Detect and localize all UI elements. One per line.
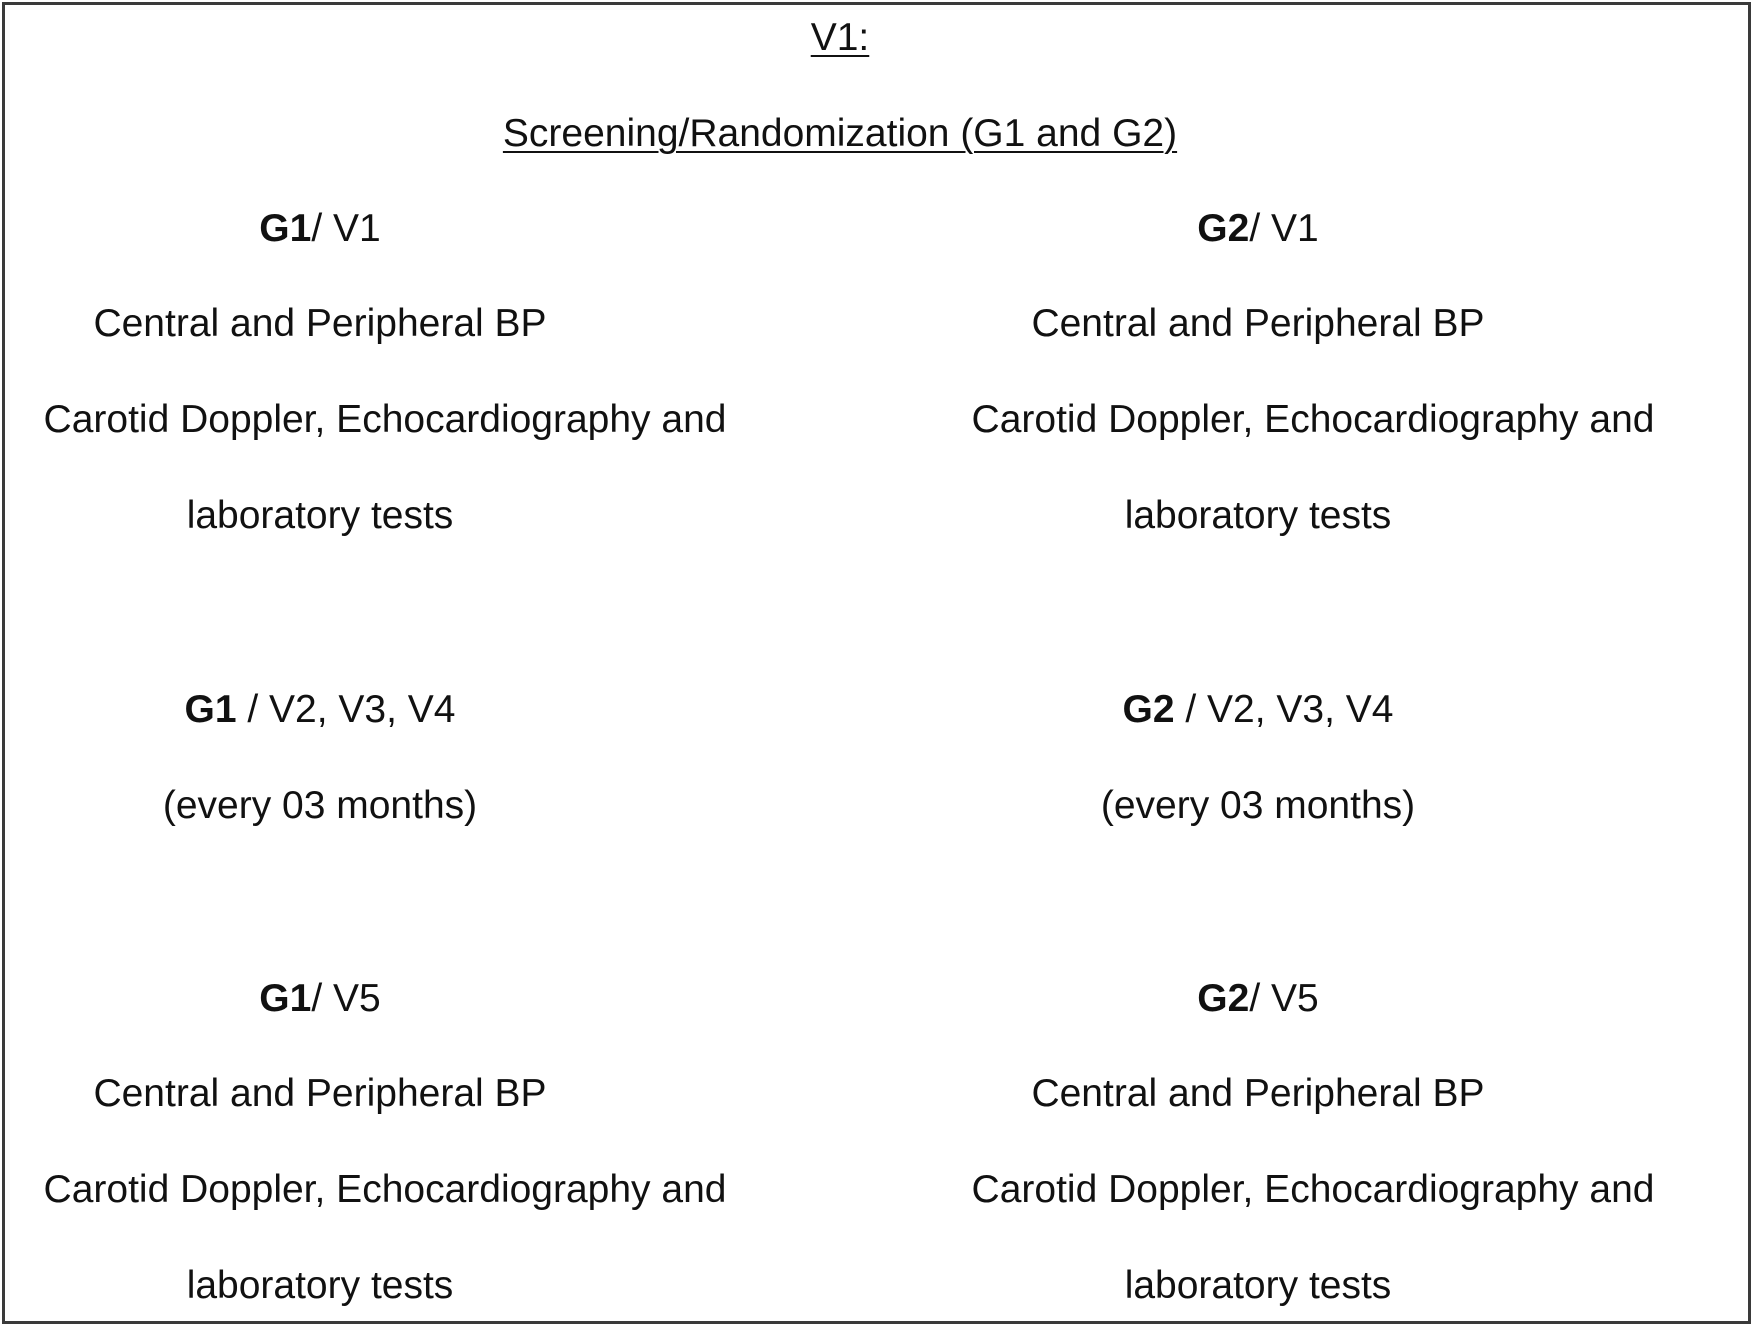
g2-v234-line1: (every 03 months)	[1100, 784, 1416, 827]
g2-v5-heading	[938, 975, 1578, 1023]
g1-v1-line1: Central and Peripheral BP	[93, 302, 547, 345]
g2-v1-line1: Central and Peripheral BP	[1031, 302, 1485, 345]
diagram-title: V1:	[810, 16, 870, 59]
g1-v1-heading	[0, 205, 640, 253]
diagram-subtitle: Screening/Randomization (G1 and G2)	[502, 112, 1178, 155]
g1-v5-heading	[0, 975, 640, 1023]
visit-label: / V2, V3, V4	[1174, 688, 1394, 731]
visit-label: / V5	[311, 977, 381, 1020]
g2-v5-line1: Central and Peripheral BP	[1031, 1072, 1485, 1115]
visit-label: / V2, V3, V4	[236, 688, 456, 731]
visit-label: / V1	[311, 207, 381, 250]
group-label: G1	[184, 688, 237, 731]
group-label: G1	[259, 977, 312, 1020]
visit-label: / V5	[1249, 977, 1319, 1020]
group-label: G2	[1197, 207, 1250, 250]
group-label: G1	[259, 207, 312, 250]
diagram-frame	[2, 2, 1751, 1324]
g1-v5-line1: Central and Peripheral BP	[93, 1072, 547, 1115]
g2-v1-line3: laboratory tests	[1124, 494, 1392, 537]
g1-v234-line1: (every 03 months)	[162, 784, 478, 827]
g2-v1-heading	[938, 205, 1578, 253]
g2-v1-line2: Carotid Doppler, Echocardiography and	[971, 398, 1655, 441]
g2-v234-heading	[938, 686, 1578, 734]
g1-v5-line2: Carotid Doppler, Echocardiography and	[43, 1168, 727, 1211]
g1-v5-line3: laboratory tests	[186, 1264, 454, 1307]
g1-v1-line2: Carotid Doppler, Echocardiography and	[43, 398, 727, 441]
g2-v5-line2: Carotid Doppler, Echocardiography and	[971, 1168, 1655, 1211]
g1-v1-line3: laboratory tests	[186, 494, 454, 537]
group-label: G2	[1197, 977, 1250, 1020]
group-label: G2	[1122, 688, 1175, 731]
g2-v5-line3: laboratory tests	[1124, 1264, 1392, 1307]
g1-v234-heading	[0, 686, 640, 734]
visit-label: / V1	[1249, 207, 1319, 250]
